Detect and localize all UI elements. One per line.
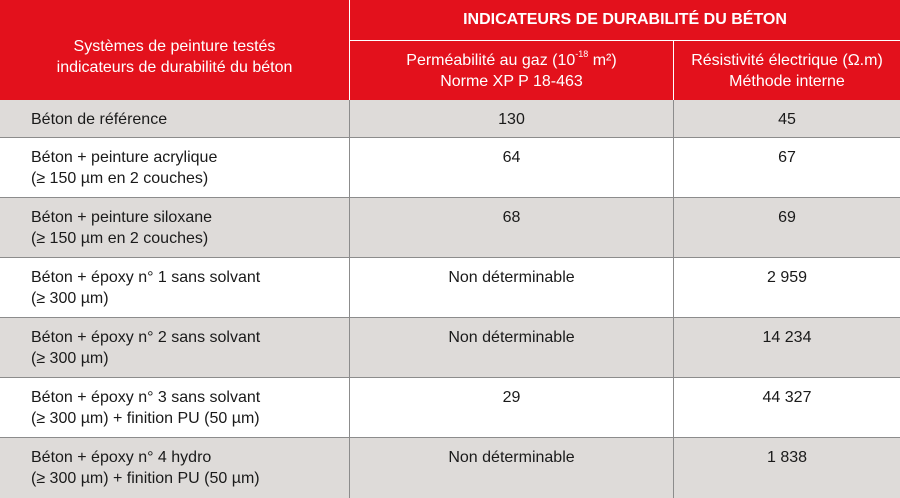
header-gas-permeability: [350, 41, 673, 100]
row-label-line1: Béton + époxy n° 1 sans solvant: [31, 269, 261, 286]
row-label-line1: Béton + peinture acrylique: [31, 149, 218, 166]
resistivity-value: 1 838: [766, 449, 808, 466]
row-label-line1: Béton + époxy n° 3 sans solvant: [31, 389, 261, 406]
row-resistivity: [674, 100, 900, 137]
header-divider: [350, 40, 900, 41]
header-gas-permeability-line1: [406, 50, 616, 71]
gas-value: Non déterminable: [448, 329, 575, 346]
row-label-line1: Béton de référence: [31, 111, 168, 128]
resistivity-value: 14 234: [762, 329, 812, 346]
row-resistivity: [674, 378, 900, 437]
gas-value: 29: [502, 389, 521, 406]
table-row: [0, 438, 900, 498]
gas-value: 68: [502, 209, 521, 226]
row-resistivity: [674, 438, 900, 498]
header-gas-suffix: m²): [588, 51, 617, 69]
header-gas-exponent: -18: [575, 49, 589, 60]
row-resistivity: [674, 138, 900, 197]
row-label-line1: Béton + peinture siloxane: [31, 209, 213, 226]
table-row: [0, 258, 900, 318]
row-resistivity: [674, 318, 900, 377]
gas-value: Non déterminable: [448, 449, 575, 466]
row-label-line2: (≥ 300 µm): [31, 350, 109, 367]
resistivity-value: 69: [778, 209, 796, 226]
header-test-systems-line2: indicateurs de durabilité du béton: [56, 59, 293, 76]
table-row: [0, 138, 900, 198]
header-resistivity-line2: Méthode interne: [729, 72, 845, 90]
table-row: [0, 198, 900, 258]
header-resistivity-line1: Résistivité électrique (Ω.m): [691, 51, 883, 69]
header-test-systems: [0, 0, 349, 100]
row-label-line2: (≥ 300 µm) + finition PU (50 µm): [31, 410, 260, 427]
header-gas-permeability-line2: Norme XP P 18-463: [440, 72, 583, 90]
row-gas-permeability: [350, 138, 674, 197]
row-gas-permeability: [350, 318, 674, 377]
row-label: [0, 258, 350, 317]
gas-value: 64: [502, 149, 521, 166]
row-label: [0, 138, 350, 197]
resistivity-value: 45: [778, 111, 796, 128]
row-label: [0, 318, 350, 377]
table-row: [0, 318, 900, 378]
row-gas-permeability: [350, 198, 674, 257]
row-gas-permeability: [350, 438, 674, 498]
row-label-line2: (≥ 300 µm): [31, 290, 109, 307]
header-divider: [673, 41, 674, 100]
resistivity-value: 67: [778, 149, 796, 166]
row-label: [0, 100, 350, 137]
row-resistivity: [674, 198, 900, 257]
row-label: [0, 378, 350, 437]
table-row: [0, 378, 900, 438]
header-divider: [349, 0, 350, 100]
row-label-line1: Béton + époxy n° 4 hydro: [31, 449, 212, 466]
header-test-systems-line1: Systèmes de peinture testés: [73, 38, 276, 55]
row-label-line2: (≥ 150 µm en 2 couches): [31, 170, 209, 187]
row-label-line2: (≥ 150 µm en 2 couches): [31, 230, 209, 247]
row-label-line2: (≥ 300 µm) + finition PU (50 µm): [31, 470, 260, 487]
gas-value: Non déterminable: [448, 269, 575, 286]
row-label: [0, 198, 350, 257]
resistivity-value: 44 327: [762, 389, 812, 406]
resistivity-value: 2 959: [766, 269, 808, 286]
row-gas-permeability: [350, 100, 674, 137]
table-row: [0, 100, 900, 138]
header-gas-prefix: Perméabilité au gaz (10: [406, 51, 576, 69]
gas-value: 130: [498, 111, 525, 128]
row-gas-permeability: [350, 378, 674, 437]
header-group-title: INDICATEURS DE DURABILITÉ DU BÉTON: [463, 11, 787, 28]
table-header: [0, 0, 900, 100]
row-label-line1: Béton + époxy n° 2 sans solvant: [31, 329, 261, 346]
row-gas-permeability: [350, 258, 674, 317]
row-label: [0, 438, 350, 498]
row-resistivity: [674, 258, 900, 317]
header-resistivity: [674, 41, 900, 100]
